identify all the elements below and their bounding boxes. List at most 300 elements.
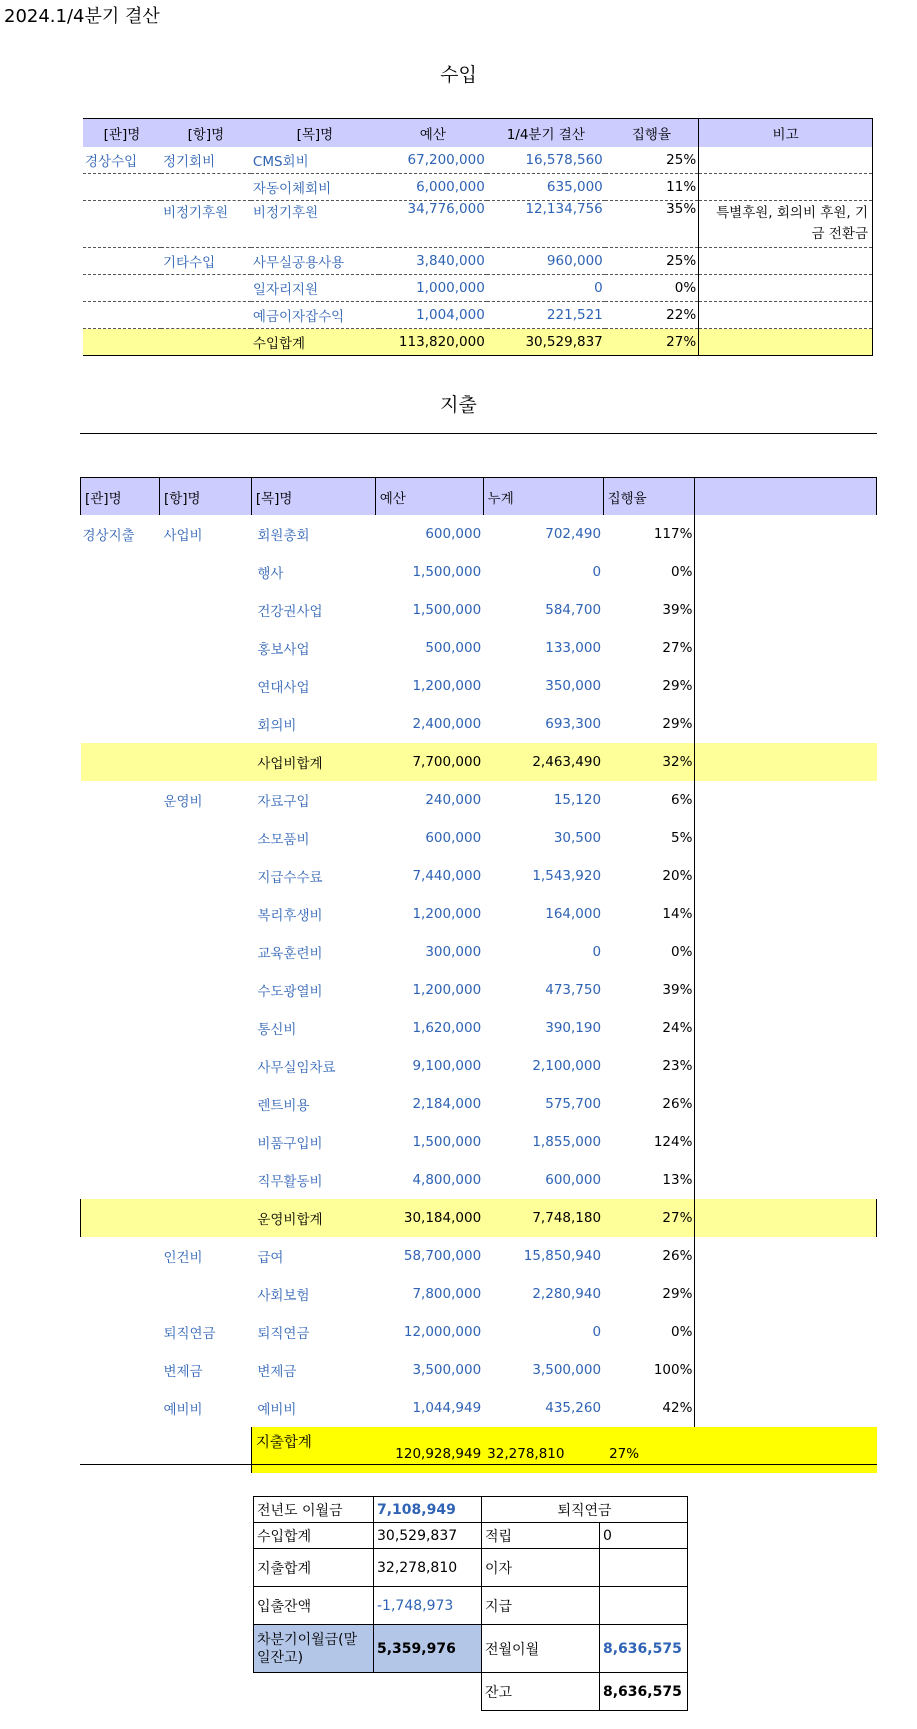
income-section-title: 수입 <box>440 64 477 86</box>
hang-cell: 인건비 <box>163 1250 203 1266</box>
payment-label: 지급 <box>482 1587 600 1625</box>
mok-cell: 렌트비용 <box>257 1098 310 1114</box>
budget-cell: 3,840,000 <box>379 248 487 275</box>
note-cell <box>699 275 873 302</box>
mok-cell: 비정기후원 <box>251 201 379 248</box>
rate-cell: 25% <box>605 248 699 275</box>
hang-cell: 비정기후원 <box>161 201 251 248</box>
note-cell <box>699 248 873 275</box>
actual-cell: 16,578,560 <box>487 147 605 174</box>
budget-cell: 7,700,000 <box>375 743 483 781</box>
gwan-cell <box>81 1275 160 1313</box>
gwan-cell: 경상지출 <box>82 528 135 544</box>
expense-row <box>81 1237 877 1275</box>
empty-cell <box>695 1009 877 1047</box>
actual-cell: 960,000 <box>487 248 605 275</box>
expense-row <box>81 857 877 895</box>
total-budget: 120,928,949 <box>375 1427 483 1473</box>
expense-row <box>81 667 877 705</box>
rate-cell: 20% <box>603 857 695 895</box>
rate-cell: 22% <box>605 302 699 329</box>
budget-cell: 6,000,000 <box>379 174 487 201</box>
budget-cell: 58,700,000 <box>403 1248 482 1264</box>
hang-cell <box>159 667 251 705</box>
gwan-cell: 경상수입 <box>83 147 161 174</box>
income-total-row <box>83 329 873 356</box>
budget-cell: 1,000,000 <box>379 275 487 302</box>
actual-cell: 2,100,000 <box>532 1058 602 1074</box>
gwan-cell <box>81 857 160 895</box>
expense-row <box>81 591 877 629</box>
mok-cell: 자료구입 <box>257 794 310 810</box>
mok-cell: 연대사업 <box>257 680 310 696</box>
expense-row <box>81 1161 877 1199</box>
income-row <box>83 275 873 302</box>
mok-cell: 회원총회 <box>257 528 310 544</box>
income-header-actual: 1/4분기 결산 <box>487 119 605 148</box>
empty-cell <box>695 971 877 1009</box>
mok-cell: 통신비 <box>257 1022 297 1038</box>
actual-cell: 435,260 <box>545 1400 602 1416</box>
income-header-row <box>83 119 873 148</box>
income-header-note: 비고 <box>699 119 873 148</box>
total-budget: 113,820,000 <box>379 329 487 356</box>
gwan-cell <box>81 1009 160 1047</box>
empty-cell <box>695 591 877 629</box>
actual-cell: 12,134,756 <box>487 201 605 248</box>
mok-cell: 소모품비 <box>257 832 310 848</box>
hang-cell: 예비비 <box>163 1402 203 1418</box>
rate-cell: 6% <box>603 781 695 819</box>
actual-cell: 221,521 <box>487 302 605 329</box>
mok-cell: 자동이체회비 <box>251 174 379 201</box>
budget-cell: 7,440,000 <box>412 868 482 884</box>
income-row <box>83 147 873 174</box>
budget-cell: 1,620,000 <box>412 1020 482 1036</box>
rate-cell: 13% <box>603 1161 695 1199</box>
expense-section-title: 지출 <box>440 394 477 416</box>
actual-cell: 0 <box>592 944 602 960</box>
empty-cell <box>695 1161 877 1199</box>
empty-cell <box>695 1389 877 1427</box>
balance-label: 입출잔액 <box>254 1587 374 1625</box>
rate-cell: 29% <box>603 1275 695 1313</box>
rate-cell: 27% <box>603 1199 695 1237</box>
income-header-rate: 집행율 <box>605 119 699 148</box>
actual-cell: 164,000 <box>545 906 602 922</box>
rate-cell: 0% <box>605 275 699 302</box>
income-total-label: 수입합계 <box>254 1523 374 1549</box>
income-row <box>83 201 873 248</box>
summary-row <box>254 1523 688 1549</box>
budget-cell: 1,200,000 <box>412 982 482 998</box>
expense-header-blank <box>695 478 877 516</box>
empty-cell <box>695 743 877 781</box>
expense-row <box>81 1275 877 1313</box>
expense-row <box>81 1047 877 1085</box>
hang-cell <box>159 1275 251 1313</box>
mok-cell: 건강권사업 <box>257 604 323 620</box>
expense-row <box>81 705 877 743</box>
gwan-cell <box>81 1161 160 1199</box>
budget-cell: 600,000 <box>425 526 482 542</box>
budget-cell: 1,500,000 <box>412 1134 482 1150</box>
income-header-mok: [목]명 <box>251 119 379 148</box>
empty-cell <box>695 553 877 591</box>
gwan-cell <box>81 591 160 629</box>
document-title: 2024.1/4분기 결산 <box>4 6 160 27</box>
hang-cell <box>159 629 251 667</box>
gwan-cell <box>81 895 160 933</box>
expense-header-rate: 집행율 <box>603 478 695 516</box>
total-rate: 27% <box>603 1427 695 1473</box>
summary-table <box>253 1496 688 1711</box>
actual-cell: 15,850,940 <box>523 1248 602 1264</box>
note-cell <box>699 174 873 201</box>
expense-row <box>81 971 877 1009</box>
empty-cell <box>695 1199 877 1237</box>
rate-cell: 26% <box>603 1237 695 1275</box>
rate-cell: 14% <box>603 895 695 933</box>
gwan-cell <box>81 1123 160 1161</box>
summary-row <box>254 1497 688 1523</box>
empty-cell <box>695 1085 877 1123</box>
gwan-cell <box>81 1085 160 1123</box>
mok-cell: 교육훈련비 <box>257 946 323 962</box>
gwan-cell <box>81 1351 160 1389</box>
actual-cell: 15,120 <box>553 792 602 808</box>
actual-cell: 0 <box>592 1324 602 1340</box>
rate-cell: 5% <box>603 819 695 857</box>
empty-cell <box>81 1427 160 1473</box>
hang-cell <box>161 302 251 329</box>
rate-cell: 0% <box>603 553 695 591</box>
rate-cell: 24% <box>603 1009 695 1047</box>
gwan-cell <box>81 819 160 857</box>
budget-cell: 1,500,000 <box>412 602 482 618</box>
hang-cell: 정기회비 <box>161 147 251 174</box>
hang-cell <box>159 591 251 629</box>
prev-month-label: 전월이월 <box>482 1625 600 1673</box>
accum-value: 0 <box>600 1523 688 1549</box>
total-rate: 27% <box>605 329 699 356</box>
mok-cell: 홍보사업 <box>257 642 310 658</box>
income-header-budget: 예산 <box>379 119 487 148</box>
budget-cell: 300,000 <box>425 944 482 960</box>
actual-cell: 350,000 <box>545 678 602 694</box>
actual-cell: 635,000 <box>487 174 605 201</box>
income-table <box>83 118 873 356</box>
mok-cell: 직무활동비 <box>257 1174 323 1190</box>
budget-cell: 1,500,000 <box>412 564 482 580</box>
budget-cell: 9,100,000 <box>412 1058 482 1074</box>
expense-top-divider <box>80 433 877 434</box>
actual-cell: 473,750 <box>545 982 602 998</box>
expense-header-gwan: [관]명 <box>81 478 160 516</box>
actual-cell: 702,490 <box>545 526 602 542</box>
rate-cell: 39% <box>603 971 695 1009</box>
interest-value <box>600 1549 688 1587</box>
expense-subtotal-row <box>81 1199 877 1237</box>
expense-row <box>81 933 877 971</box>
next-carry-value: 5,359,976 <box>374 1625 482 1673</box>
gwan-cell <box>81 1047 160 1085</box>
actual-cell: 600,000 <box>545 1172 602 1188</box>
expense-total-label: 지출합계 <box>254 1549 374 1587</box>
gwan-cell <box>83 275 161 302</box>
hang-cell: 퇴직연금 <box>163 1326 216 1342</box>
income-total-value: 30,529,837 <box>374 1523 482 1549</box>
mok-cell: 사무실공용사용 <box>251 248 379 275</box>
gwan-cell <box>83 248 161 275</box>
budget-cell: 2,400,000 <box>412 716 482 732</box>
actual-cell: 693,300 <box>545 716 602 732</box>
rate-cell: 100% <box>603 1351 695 1389</box>
expense-row <box>81 629 877 667</box>
expense-row <box>81 1085 877 1123</box>
hang-cell: 사업비 <box>163 528 203 544</box>
hang-cell: 기타수입 <box>161 248 251 275</box>
budget-cell: 7,800,000 <box>412 1286 482 1302</box>
hang-cell <box>159 1047 251 1085</box>
rate-cell: 27% <box>603 629 695 667</box>
gwan-cell <box>81 1313 160 1351</box>
expense-row <box>81 895 877 933</box>
budget-cell: 1,044,949 <box>412 1400 482 1416</box>
empty-cell <box>695 629 877 667</box>
budget-cell: 67,200,000 <box>379 147 487 174</box>
empty-cell <box>695 1123 877 1161</box>
budget-cell: 1,200,000 <box>412 678 482 694</box>
empty-cell <box>695 819 877 857</box>
mok-cell: 예금이자잡수익 <box>251 302 379 329</box>
gwan-cell <box>81 781 160 819</box>
expense-row <box>81 1313 877 1351</box>
budget-cell: 4,800,000 <box>412 1172 482 1188</box>
hang-cell <box>159 1161 251 1199</box>
income-header-gwan: [관]명 <box>83 119 161 148</box>
mok-cell: 예비비 <box>257 1402 297 1418</box>
mok-cell: 퇴직연금 <box>257 1326 310 1342</box>
rate-cell: 117% <box>603 515 695 553</box>
actual-cell: 0 <box>592 564 602 580</box>
rate-cell: 0% <box>603 933 695 971</box>
empty-cell <box>695 933 877 971</box>
rate-cell: 29% <box>603 705 695 743</box>
rate-cell: 26% <box>603 1085 695 1123</box>
accum-label: 적립 <box>482 1523 600 1549</box>
hang-cell <box>159 895 251 933</box>
actual-cell: 7,748,180 <box>483 1199 603 1237</box>
gwan-cell <box>81 1199 160 1237</box>
actual-cell: 575,700 <box>545 1096 602 1112</box>
expense-total-value: 32,278,810 <box>374 1549 482 1587</box>
hang-cell <box>159 819 251 857</box>
balance-value: -1,748,973 <box>374 1587 482 1625</box>
expense-header-row <box>81 478 877 516</box>
interest-label: 이자 <box>482 1549 600 1587</box>
budget-cell: 30,184,000 <box>375 1199 483 1237</box>
empty-cell <box>695 705 877 743</box>
summary-row <box>254 1673 688 1711</box>
expense-row <box>81 515 877 553</box>
rate-cell: 124% <box>603 1123 695 1161</box>
total-label: 수입합계 <box>251 329 379 356</box>
empty-cell <box>695 1275 877 1313</box>
mok-cell: CMS회비 <box>251 147 379 174</box>
gwan-cell <box>81 1389 160 1427</box>
hang-cell <box>159 1123 251 1161</box>
rate-cell: 0% <box>603 1313 695 1351</box>
expense-total-row <box>81 1427 877 1473</box>
empty-cell <box>695 1351 877 1389</box>
rate-cell: 42% <box>603 1389 695 1427</box>
rate-cell: 23% <box>603 1047 695 1085</box>
expense-header-budget: 예산 <box>375 478 483 516</box>
expense-header-mok: [목]명 <box>251 478 375 516</box>
budget-cell: 500,000 <box>425 640 482 656</box>
income-header-hang: [항]명 <box>161 119 251 148</box>
gwan-cell <box>81 1237 160 1275</box>
note-cell: 특별후원, 회의비 후원, 기금 전환금 <box>699 201 873 248</box>
budget-cell: 12,000,000 <box>403 1324 482 1340</box>
mok-cell: 사회보험 <box>257 1288 310 1304</box>
hang-cell <box>159 705 251 743</box>
actual-cell: 1,543,920 <box>532 868 602 884</box>
income-row <box>83 248 873 275</box>
income-row <box>83 302 873 329</box>
gwan-cell <box>81 629 160 667</box>
expense-header-hang: [항]명 <box>159 478 251 516</box>
budget-cell: 3,500,000 <box>412 1362 482 1378</box>
gwan-cell <box>81 705 160 743</box>
empty-cell <box>83 329 161 356</box>
empty-cell <box>695 515 877 553</box>
budget-cell: 240,000 <box>425 792 482 808</box>
actual-cell: 133,000 <box>545 640 602 656</box>
empty-cell <box>695 1237 877 1275</box>
empty-cell <box>695 667 877 705</box>
total-actual: 32,278,810 <box>483 1427 603 1473</box>
mok-cell: 변제금 <box>257 1364 297 1380</box>
rate-cell: 25% <box>605 147 699 174</box>
gwan-cell <box>81 933 160 971</box>
budget-cell: 34,776,000 <box>379 201 487 248</box>
prev-carry-value: 7,108,949 <box>374 1497 482 1523</box>
hang-cell <box>159 743 251 781</box>
rate-cell: 11% <box>605 174 699 201</box>
empty-cell <box>695 1047 877 1085</box>
budget-cell: 1,004,000 <box>379 302 487 329</box>
actual-cell: 2,280,940 <box>532 1286 602 1302</box>
actual-cell: 390,190 <box>545 1020 602 1036</box>
mok-cell: 수도광열비 <box>257 984 323 1000</box>
expense-bottom-divider <box>80 1464 877 1465</box>
actual-cell: 584,700 <box>545 602 602 618</box>
expense-row <box>81 1123 877 1161</box>
empty-cell <box>374 1673 482 1711</box>
note-cell <box>699 302 873 329</box>
hang-cell <box>159 1009 251 1047</box>
hang-cell <box>159 933 251 971</box>
budget-cell: 600,000 <box>425 830 482 846</box>
budget-cell: 2,184,000 <box>412 1096 482 1112</box>
hang-cell <box>159 857 251 895</box>
hang-cell: 변제금 <box>163 1364 203 1380</box>
expense-row <box>81 1009 877 1047</box>
summary-row <box>254 1549 688 1587</box>
summary-row <box>254 1625 688 1673</box>
actual-cell: 30,500 <box>553 830 602 846</box>
actual-cell: 2,463,490 <box>483 743 603 781</box>
gwan-cell <box>81 553 160 591</box>
hang-cell: 운영비 <box>163 794 203 810</box>
empty-cell <box>695 857 877 895</box>
expense-row <box>81 553 877 591</box>
mok-cell: 사무실임차료 <box>257 1060 336 1076</box>
gwan-cell <box>83 302 161 329</box>
mok-cell: 비품구입비 <box>257 1136 323 1152</box>
gwan-cell <box>83 201 161 248</box>
income-row <box>83 174 873 201</box>
payment-value <box>600 1587 688 1625</box>
gwan-cell <box>83 174 161 201</box>
hang-cell <box>159 971 251 1009</box>
remain-value: 8,636,575 <box>600 1673 688 1711</box>
pension-header: 퇴직연금 <box>482 1497 688 1523</box>
rate-cell: 32% <box>603 743 695 781</box>
expense-subtotal-row <box>81 743 877 781</box>
empty-cell <box>159 1427 251 1473</box>
expense-table <box>80 477 877 1473</box>
empty-cell <box>699 329 873 356</box>
mok-cell: 지급수수료 <box>257 870 323 886</box>
rate-cell: 35% <box>605 201 699 248</box>
empty-cell <box>695 895 877 933</box>
mok-cell: 회의비 <box>257 718 297 734</box>
total-actual: 30,529,837 <box>487 329 605 356</box>
expense-row <box>81 1389 877 1427</box>
mok-cell: 운영비합계 <box>251 1199 375 1237</box>
actual-cell: 3,500,000 <box>532 1362 602 1378</box>
hang-cell <box>159 1199 251 1237</box>
budget-cell: 1,200,000 <box>412 906 482 922</box>
actual-cell: 1,855,000 <box>532 1134 602 1150</box>
mok-cell: 사업비합계 <box>251 743 375 781</box>
remain-label: 잔고 <box>482 1673 600 1711</box>
mok-cell: 복리후생비 <box>257 908 323 924</box>
mok-cell: 일자리지원 <box>251 275 379 302</box>
hang-cell <box>161 275 251 302</box>
empty-cell <box>695 1427 877 1473</box>
prev-carry-label: 전년도 이월금 <box>254 1497 374 1523</box>
prev-month-value: 8,636,575 <box>600 1625 688 1673</box>
summary-row <box>254 1587 688 1625</box>
empty-cell <box>695 1313 877 1351</box>
expense-header-actual: 누계 <box>483 478 603 516</box>
note-cell <box>699 147 873 174</box>
empty-cell <box>695 781 877 819</box>
hang-cell <box>159 1085 251 1123</box>
actual-cell: 0 <box>487 275 605 302</box>
gwan-cell <box>81 971 160 1009</box>
total-label: 지출합계 <box>251 1427 375 1473</box>
rate-cell: 39% <box>603 591 695 629</box>
empty-cell <box>161 329 251 356</box>
mok-cell: 급여 <box>257 1250 284 1266</box>
empty-cell <box>254 1673 374 1711</box>
mok-cell: 행사 <box>257 566 284 582</box>
